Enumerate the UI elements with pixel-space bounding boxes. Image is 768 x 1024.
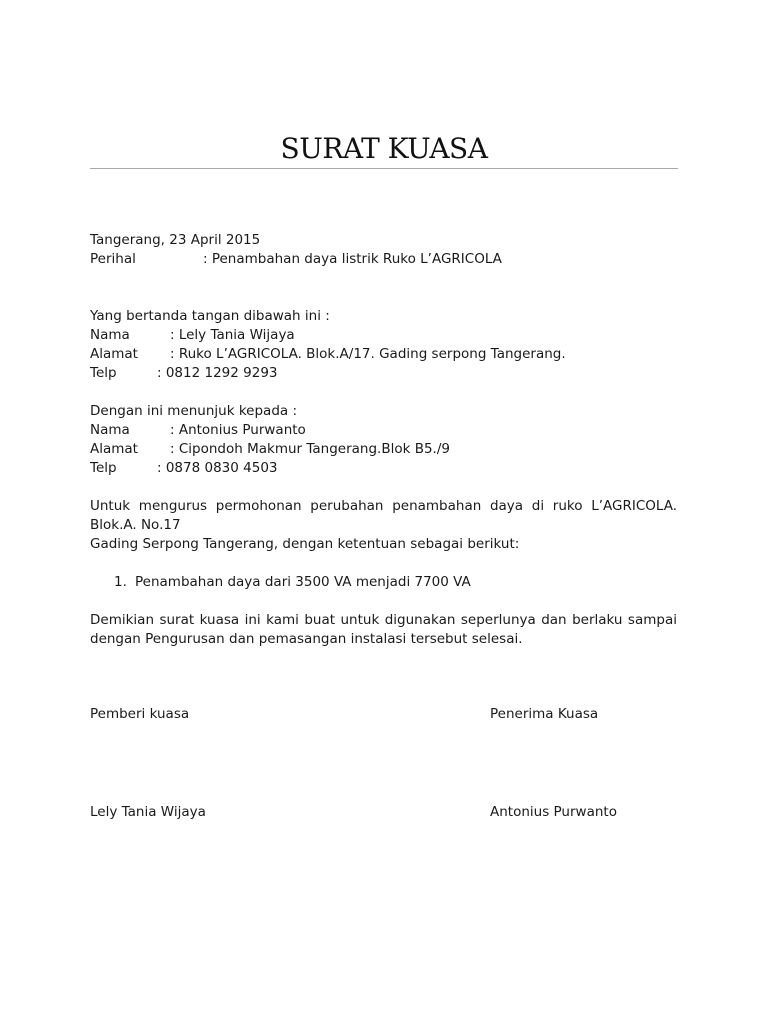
receiver-telp-value: : 0878 0830 4503 [157, 460, 278, 476]
receiver-role-label: Penerima Kuasa [490, 706, 599, 722]
perihal-label: Perihal [90, 251, 136, 267]
giver-role-label: Pemberi kuasa [90, 706, 190, 722]
intro-line: Yang bertanda tangan dibawah ini : [90, 308, 330, 324]
title-divider [90, 168, 678, 169]
receiver-alamat-value: : Cipondoh Makmur Tangerang.Blok B5./9 [170, 441, 450, 457]
date-line: Tangerang, 23 April 2015 [90, 232, 261, 248]
giver-telp-value: : 0812 1292 9293 [157, 365, 278, 381]
purpose-continuation: Gading Serpong Tangerang, dengan ketentuan sebagai berikut: [90, 536, 520, 552]
document-title: SURAT KUASA [280, 132, 488, 165]
closing-paragraph: Demikian surat kuasa ini kami buat untuk digunakan seperlunya dan berlaku sampai dengan Pengurusan dan pemasangan instalasi tersebut selesai. [90, 612, 677, 647]
list-item-number: 1. [114, 574, 127, 590]
giver-alamat-value: : Ruko L’AGRICOLA. Blok.A/17. Gading serpong Tangerang. [170, 346, 566, 362]
receiver-telp-label: Telp [90, 460, 117, 476]
perihal-value: : Penambahan daya listrik Ruko L’AGRICOLA [203, 251, 502, 267]
list-item-text: Penambahan daya dari 3500 VA menjadi 7700 VA [135, 574, 471, 590]
receiver-signature-name: Antonius Purwanto [490, 804, 617, 820]
giver-signature-name: Lely Tania Wijaya [90, 804, 206, 820]
receiver-nama-value: : Antonius Purwanto [170, 422, 306, 438]
receiver-alamat-label: Alamat [90, 441, 138, 457]
receiver-nama-label: Nama [90, 422, 130, 438]
giver-telp-label: Telp [90, 365, 117, 381]
appoint-line: Dengan ini menunjuk kepada : [90, 403, 298, 419]
giver-nama-value: : Lely Tania Wijaya [170, 327, 295, 343]
giver-alamat-label: Alamat [90, 346, 138, 362]
giver-nama-label: Nama [90, 327, 130, 343]
purpose-paragraph: Untuk mengurus permohonan perubahan penambahan daya di ruko L’AGRICOLA. Blok.A. No.17 [90, 498, 677, 533]
